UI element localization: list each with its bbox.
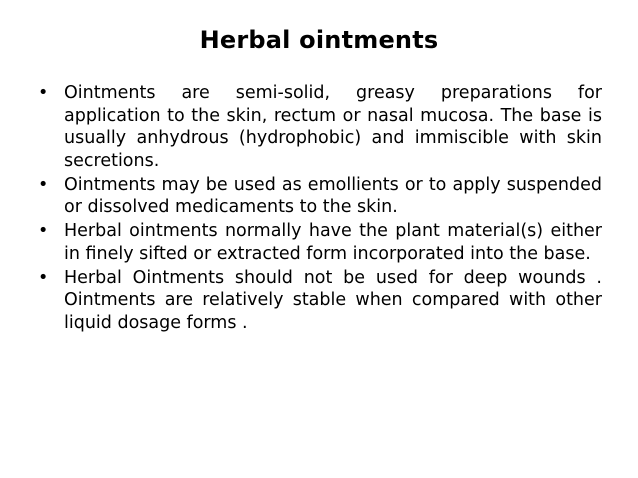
bullet-text: Herbal ointments normally have the plant material(s) either in finely sifted or extracted form incorporated into the base. (64, 221, 602, 264)
bullet-item (38, 220, 602, 265)
bullet-item (38, 82, 602, 172)
bullet-text: Ointments may be used as emollients or to apply suspended or dissolved medicaments to the skin. (64, 174, 602, 217)
bullet-text: Ointments are semi-solid, greasy preparations for application to the skin, rectum or nasal mucosa. The base is usually anhydrous (hydrophobic) and immiscible with skin secretions. (64, 83, 602, 171)
bullet-icon: • (38, 83, 49, 103)
bullet-text: Herbal Ointments should not be used for deep wounds . Ointments are relatively stable when compared with other liquid dosage forms . (64, 267, 602, 333)
bullet-icon: • (38, 221, 49, 241)
bullet-list (38, 82, 602, 336)
bullet-item (38, 174, 602, 219)
bullet-icon: • (38, 267, 49, 288)
slide-title: Herbal ointments (199, 26, 439, 54)
bullet-item (38, 267, 602, 335)
bullet-icon: • (38, 174, 49, 195)
